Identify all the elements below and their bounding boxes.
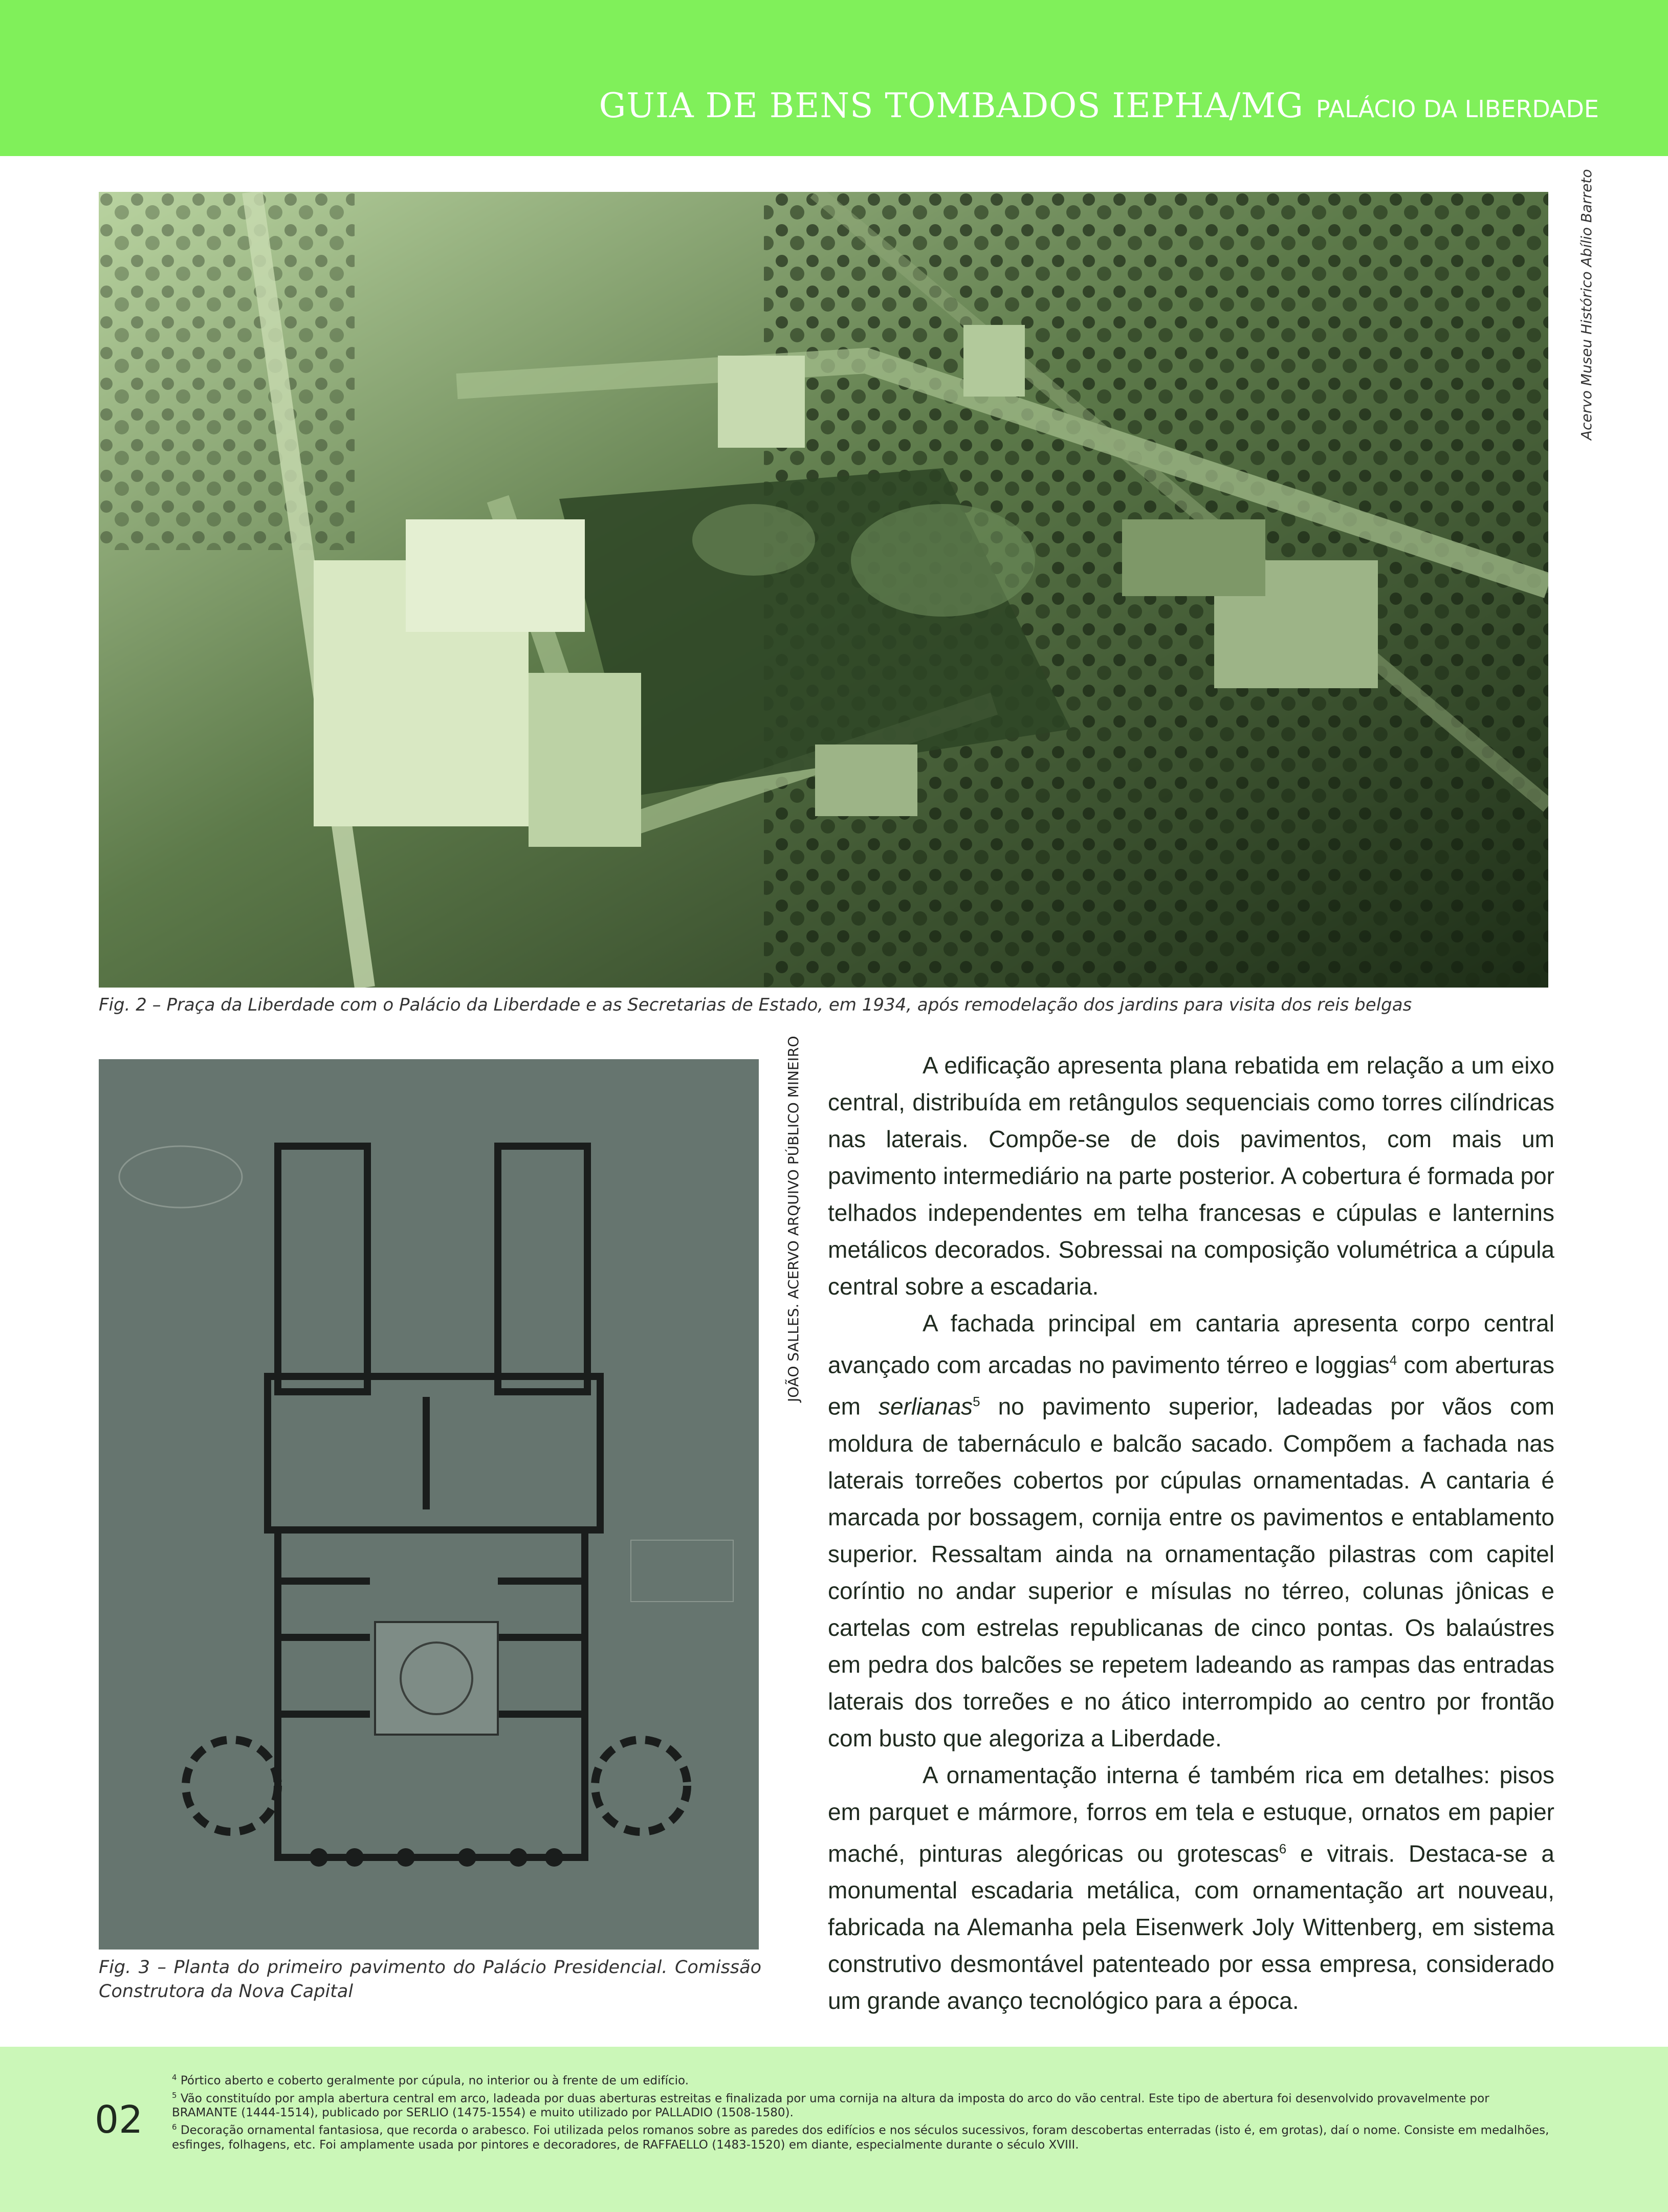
paragraph-2-text-a: A fachada principal em cantaria apresenta corpo central avançado com arcadas no pavimento térreo e loggias	[828, 1310, 1554, 1378]
paragraph-2-text-b: com aberturas em	[828, 1351, 1554, 1420]
header-title	[599, 86, 1599, 125]
aerial-photo-praca-liberdade	[99, 192, 1548, 988]
plan-credit	[763, 1036, 802, 1407]
footnote-ref-5[interactable]: 5	[973, 1394, 980, 1410]
paragraph-3-text-b: e vitrais. Destaca-se a monumental escadaria metálica, com ornamentação art nouveau, fabricada na Alemanha pela Eisenwerk Joly Wittenberg, em sistema construtivo desmontável patenteado por essa empresa, considerado um grande avanço tecnológico para a época.	[828, 1839, 1555, 2014]
footnote-5-number: 5	[172, 2090, 177, 2100]
footnote-6	[172, 2120, 1553, 2152]
footnote-4	[172, 2070, 1553, 2088]
paragraph-3-text-a: A ornamentação interna é também rica em detalhes: pisos em parquet e mármore, forros em tela e estuque, ornatos em papier maché, pinturas alegóricas ou grotescas	[828, 1761, 1554, 1867]
footnote-4-number: 4	[172, 2073, 177, 2082]
figure-2-caption: Fig. 2 – Praça da Liberdade com o Palácio da Liberdade e as Secretarias de Estado, em 1934, após remodelação dos jardins para visita dos reis belgas	[99, 995, 1412, 1015]
term-serlianas: serlianas	[878, 1393, 973, 1420]
floor-plan-drawing	[99, 1059, 759, 1950]
paragraph-2	[828, 1305, 1554, 1757]
photo-credit	[1555, 169, 1595, 445]
guide-title: GUIA DE BENS TOMBADOS IEPHA/MG	[599, 86, 1304, 125]
plan-credit-text: JOÃO SALLES. ACERVO ARQUIVO PÚBLICO MINEIRO	[785, 1036, 802, 1402]
footnote-5	[172, 2088, 1553, 2120]
paragraph-1: A edificação apresenta plana rebatida em relação a um eixo central, distribuída em retângulos sequenciais como torres cilíndricas nas laterais. Compõe-se de dois pavimentos, com mais um pavimento intermediário na parte posterior. A cobertura é formada por telhados independentes em telha francesas e cúpulas e lanternins metálicos decorados. Sobressai na composição volumétrica a cúpula central sobre a escadaria.	[828, 1052, 1554, 1300]
paragraph-2-text-c: no pavimento superior, ladeadas por vãos com moldura de tabernáculo e balcão sacado. Compõem a fachada nas laterais torreões cobertos por cúpulas ornamentadas. A cantaria é marcada por bossagem, cornija entre os pavimentos e entablamento superior. Ressaltam ainda na ornamentação pilastras com capitel coríntio no andar superior e mísulas no térreo, colunas jônicas e cartelas com estrelas republicanas de cinco pontas. Os balaústres em pedra dos balcões se repetem ladeando as rampas das entradas laterais dos torreões e no ático interrompido ao centro por frontão com busto que alegoriza a Liberdade.	[828, 1393, 1555, 1751]
figure-3-caption: Fig. 3 – Planta do primeiro pavimento do Palácio Presidencial. Comissão Construtora da Nova Capital	[99, 1957, 761, 2002]
article-body	[828, 1047, 1554, 2019]
page-header	[0, 0, 1668, 156]
page-number: 02	[95, 2098, 143, 2142]
footnote-6-text: Decoração ornamental fantasiosa, que recorda o arabesco. Foi utilizada pelos romanos sobre as paredes dos edifícios e nos séculos sucessivos, foram descobertas enterradas (isto é, em grotas), daí o nome. Consiste em medalhões, esfinges, folhagens, etc. Foi amplamente usada por pintores e decoradores, de RAFFAELLO (1483-1520) em diante, especialmente durante o século XVIII.	[172, 2123, 1549, 2152]
footnotes	[172, 2070, 1553, 2152]
footnote-ref-6[interactable]: 6	[1279, 1841, 1287, 1856]
footnote-6-number: 6	[172, 2122, 177, 2132]
footnote-ref-4[interactable]: 4	[1389, 1352, 1397, 1368]
section-title: PALÁCIO DA LIBERDADE	[1315, 95, 1599, 123]
paragraph-3	[828, 1757, 1554, 2019]
footnote-5-text: Vão constituído por ampla abertura central em arco, ladeada por duas aberturas estreitas e finalizada por uma cornija na altura da imposta do arco do vão central. Este tipo de abertura foi desenvolvido provavelmente por BRAMANTE (1444-1514), publicado por SERLIO (1475-1554) e muito utilizado por PALLADIO (1508-1580).	[172, 2092, 1489, 2120]
photo-credit-text: Acervo Museu Histórico Abílio Barreto	[1578, 169, 1595, 440]
footnote-4-text: Pórtico aberto e coberto geralmente por cúpula, no interior ou à frente de um edifício.	[177, 2074, 689, 2088]
